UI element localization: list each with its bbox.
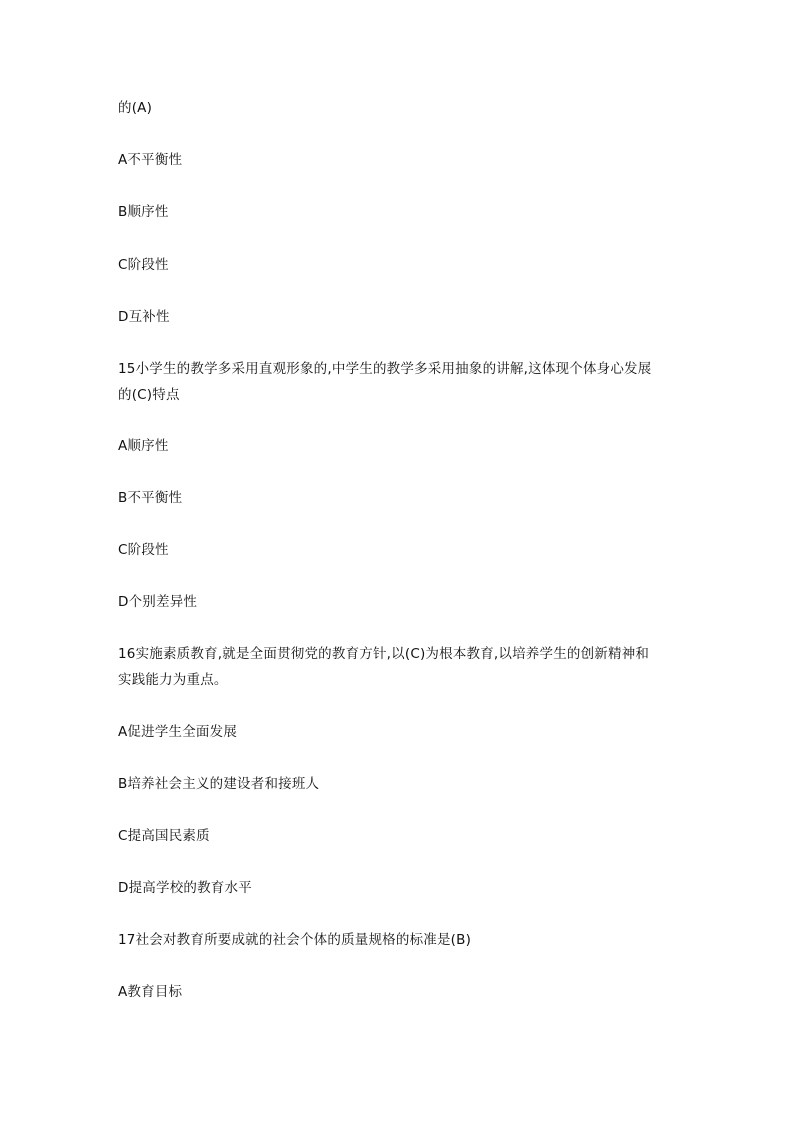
text-line: 的(C)特点	[118, 387, 180, 403]
text-line: D个别差异性	[118, 594, 198, 610]
text-line: A顺序性	[118, 438, 169, 454]
text-line: A不平衡性	[118, 152, 183, 168]
text-line: C提高国民素质	[118, 828, 210, 844]
text-line: C阶段性	[118, 542, 169, 558]
text-line: B顺序性	[118, 204, 169, 220]
text-line: D提高学校的教育水平	[118, 880, 252, 896]
text-line: B培养社会主义的建设者和接班人	[118, 776, 320, 792]
text-line: 实践能力为重点。	[118, 672, 228, 688]
text-line: C阶段性	[118, 257, 169, 273]
text-line: 16实施素质教育,就是全面贯彻党的教育方针,以(C)为根本教育,以培养学生的创新精神和	[118, 646, 650, 662]
text-line: B不平衡性	[118, 490, 183, 506]
text-line: 的(A)	[118, 100, 153, 116]
text-line: D互补性	[118, 309, 170, 325]
text-line: 17社会对教育所要成就的社会个体的质量规格的标准是(B)	[118, 932, 472, 948]
text-line: A促进学生全面发展	[118, 724, 238, 740]
text-line: A教育目标	[118, 984, 183, 1000]
text-line: 15小学生的教学多采用直观形象的,中学生的教学多采用抽象的讲解,这体现个体身心发展	[118, 361, 652, 377]
